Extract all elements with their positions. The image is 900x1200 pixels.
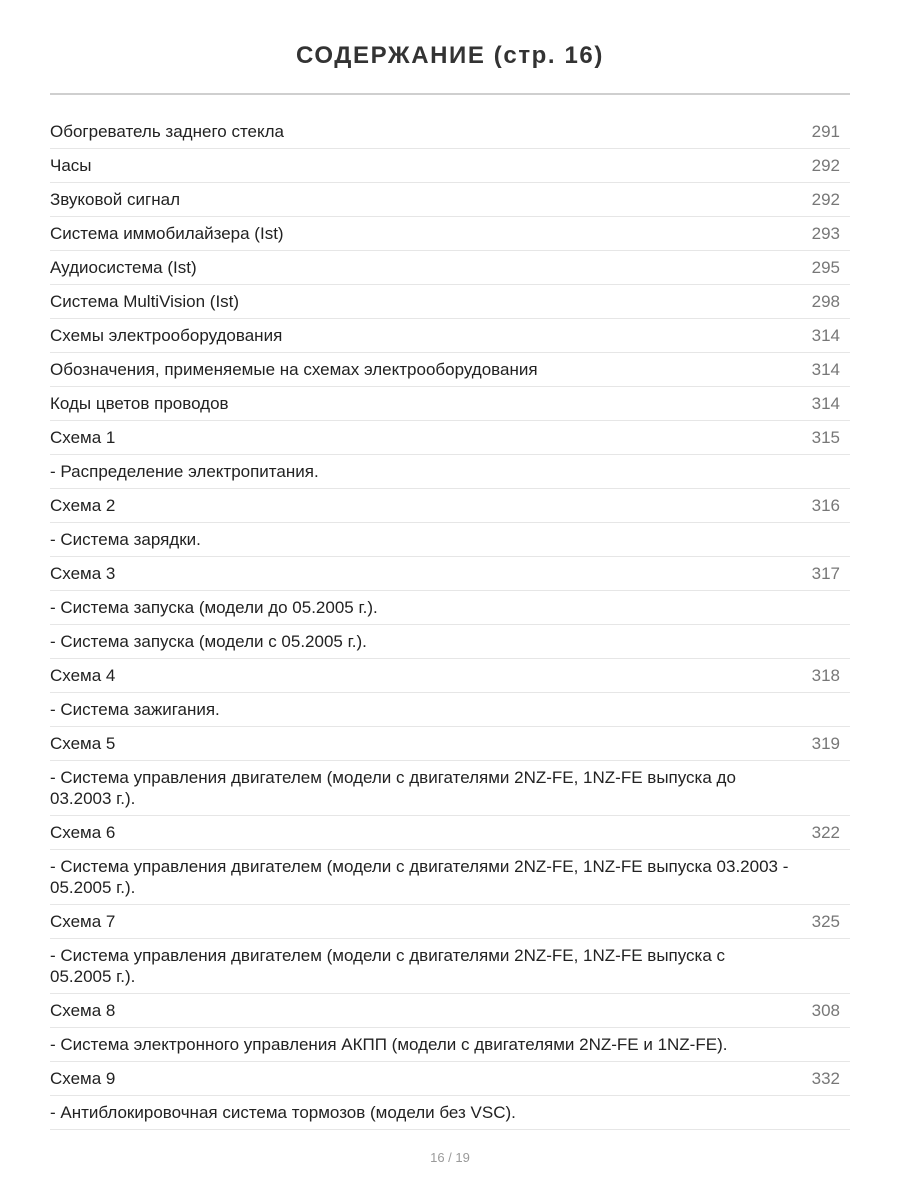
page-title: СОДЕРЖАНИЕ (стр. 16) — [296, 42, 604, 69]
toc-entry-page: 291 — [811, 122, 840, 141]
toc-list — [50, 115, 850, 1130]
toc-row[interactable] — [50, 489, 850, 523]
toc-entry-label: - Система запуска (модели с 05.2005 г.). — [50, 632, 367, 651]
toc-row[interactable] — [50, 625, 850, 659]
toc-entry-label: - Распределение электропитания. — [50, 462, 319, 481]
toc-row[interactable] — [50, 251, 850, 285]
toc-row[interactable] — [50, 816, 850, 850]
toc-entry-label: - Антиблокировочная система тормозов (модели без VSC). — [50, 1103, 516, 1122]
toc-entry-page: 298 — [811, 292, 840, 311]
toc-row[interactable] — [50, 591, 850, 625]
toc-row[interactable] — [50, 693, 850, 727]
toc-entry-page: 332 — [811, 1069, 840, 1088]
toc-entry-label: Часы — [50, 156, 92, 175]
toc-entry-page: 319 — [811, 734, 840, 753]
toc-entry-label: Схема 8 — [50, 1001, 116, 1020]
toc-entry-page: 315 — [811, 428, 840, 447]
toc-row[interactable] — [50, 523, 850, 557]
toc-row[interactable] — [50, 149, 850, 183]
toc-row[interactable] — [50, 727, 850, 761]
toc-row[interactable] — [50, 1028, 850, 1062]
toc-entry-label: Аудиосистема (Ist) — [50, 258, 197, 277]
toc-entry-page: 292 — [811, 190, 840, 209]
toc-entry-label: Звуковой сигнал — [50, 190, 180, 209]
toc-entry-label: Схема 7 — [50, 912, 116, 931]
toc-entry-label: Схема 4 — [50, 666, 116, 685]
toc-row[interactable] — [50, 455, 850, 489]
toc-entry-label: Схемы электрооборудования — [50, 326, 283, 345]
toc-entry-label: Схема 1 — [50, 428, 116, 447]
toc-row[interactable] — [50, 319, 850, 353]
toc-entry-label: Система иммобилайзера (Ist) — [50, 224, 284, 243]
toc-entry-page: 295 — [811, 258, 840, 277]
toc-row[interactable] — [50, 353, 850, 387]
toc-entry-page: 317 — [811, 564, 840, 583]
toc-entry-page: 308 — [811, 1001, 840, 1020]
toc-entry-page: 314 — [811, 360, 840, 379]
toc-row[interactable] — [50, 939, 850, 994]
toc-entry-label: - Система управления двигателем (модели с двигателями 2NZ-FE, 1NZ-FE выпуска с 05.2005 г.). — [50, 946, 726, 986]
toc-entry-label: Система MultiVision (Ist) — [50, 292, 240, 311]
toc-entry-label: Схема 9 — [50, 1069, 116, 1088]
toc-entry-label: Коды цветов проводов — [50, 394, 229, 413]
toc-entry-label: - Система управления двигателем (модели с двигателями 2NZ-FE, 1NZ-FE выпуска 03.2003 - 05.2005 г.). — [50, 857, 789, 897]
toc-entry-label: Схема 3 — [50, 564, 116, 583]
toc-entry-label: - Система запуска (модели до 05.2005 г.). — [50, 598, 378, 617]
toc-row[interactable] — [50, 217, 850, 251]
toc-row[interactable] — [50, 905, 850, 939]
toc-row[interactable] — [50, 761, 850, 816]
toc-entry-label: Схема 5 — [50, 734, 116, 753]
toc-row[interactable] — [50, 115, 850, 149]
toc-entry-page: 322 — [811, 823, 840, 842]
toc-entry-label: Схема 2 — [50, 496, 116, 515]
toc-row[interactable] — [50, 1096, 850, 1130]
toc-row[interactable] — [50, 850, 850, 905]
page-indicator: 16 / 19 — [430, 1150, 470, 1165]
toc-entry-label: - Система управления двигателем (модели с двигателями 2NZ-FE, 1NZ-FE выпуска до 03.2003 г.). — [50, 768, 736, 808]
toc-entry-label: - Система электронного управления АКПП (модели с двигателями 2NZ-FE и 1NZ-FE). — [50, 1035, 728, 1054]
toc-row[interactable] — [50, 1062, 850, 1096]
toc-row[interactable] — [50, 659, 850, 693]
toc-entry-label: - Система зарядки. — [50, 530, 201, 549]
toc-row[interactable] — [50, 557, 850, 591]
toc-entry-label: Обогреватель заднего стекла — [50, 122, 284, 141]
toc-entry-page: 325 — [811, 912, 840, 931]
toc-row[interactable] — [50, 387, 850, 421]
toc-entry-label: - Система зажигания. — [50, 700, 220, 719]
toc-entry-label: Схема 6 — [50, 823, 116, 842]
toc-row[interactable] — [50, 994, 850, 1028]
toc-entry-page: 318 — [811, 666, 840, 685]
toc-row[interactable] — [50, 183, 850, 217]
toc-entry-page: 314 — [811, 326, 840, 345]
toc-entry-page: 293 — [811, 224, 840, 243]
toc-entry-page: 292 — [811, 156, 840, 175]
title-divider — [50, 93, 850, 95]
toc-entry-page: 316 — [811, 496, 840, 515]
toc-entry-page: 314 — [811, 394, 840, 413]
toc-row[interactable] — [50, 285, 850, 319]
document-page — [50, 0, 850, 1130]
toc-row[interactable] — [50, 421, 850, 455]
toc-entry-label: Обозначения, применяемые на схемах электрооборудования — [50, 360, 538, 379]
